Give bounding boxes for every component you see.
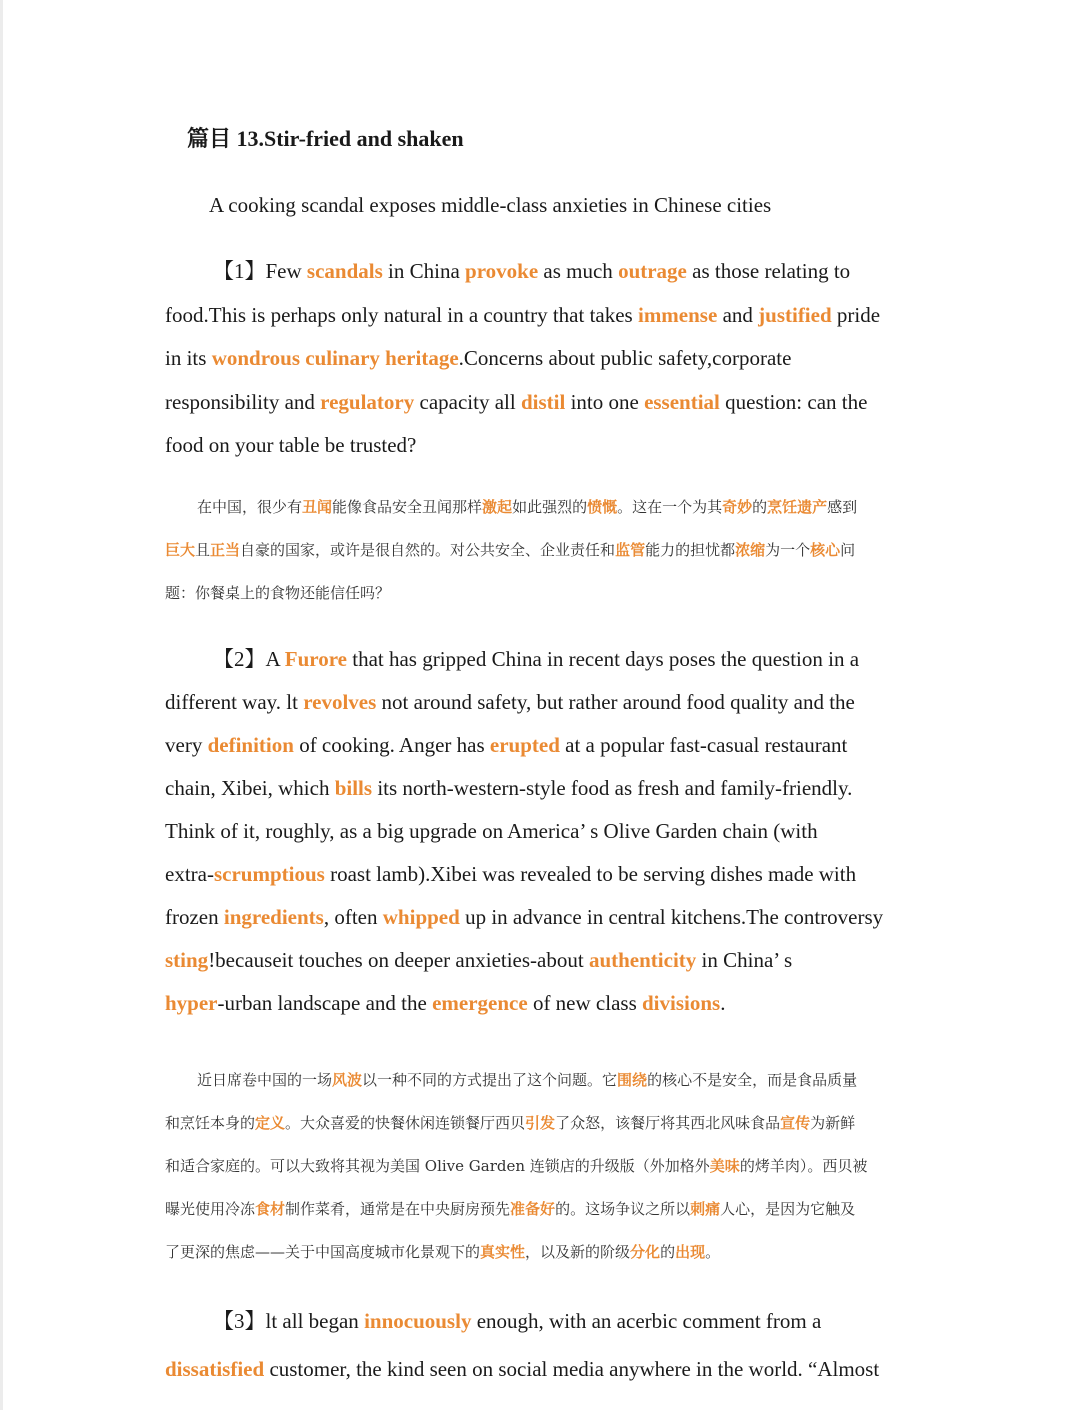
text-line: [165, 638, 925, 681]
text-run: 【1】Few: [213, 259, 307, 283]
text-line: [165, 853, 925, 896]
highlighted-term: scrumptious: [213, 862, 325, 886]
text-run: 的核心不是安全，而是食品质量: [647, 1071, 858, 1089]
text-run: as those relating to: [686, 259, 851, 283]
highlighted-term: hyper: [165, 991, 218, 1015]
text-line: [165, 424, 925, 468]
text-run: 如此强烈的: [512, 498, 588, 516]
text-line: [165, 1297, 925, 1345]
text-run: 感到: [827, 498, 858, 516]
text-run: chain, Xibei, which: [165, 776, 335, 800]
text-line: [165, 1345, 925, 1393]
highlighted-term: 激起: [482, 498, 513, 516]
text-run: frozen: [165, 905, 224, 929]
text-run: of new class: [527, 991, 642, 1015]
highlighted-term: erupted: [489, 733, 560, 757]
text-line: [165, 896, 925, 939]
highlighted-term: 刺痛: [690, 1200, 721, 1218]
paragraph-2-english: [165, 638, 925, 1025]
text-run: 问: [840, 541, 856, 559]
text-line: [165, 1145, 925, 1188]
text-run: food on your table be trusted?: [165, 433, 417, 457]
text-line: [165, 724, 925, 767]
highlighted-term: wondrous culinary heritage: [211, 346, 459, 370]
text-run: 。: [705, 1243, 721, 1261]
text-run: 【2】A: [213, 647, 285, 671]
text-run: responsibility and: [165, 389, 321, 414]
text-run: up in advance in central kitchens.The controversy: [459, 905, 884, 929]
text-run: 和烹饪本身的: [165, 1114, 256, 1132]
text-run: not around safety, but rather around food quality and the: [376, 690, 855, 714]
text-run: of cooking. Anger has: [293, 733, 490, 757]
article-title: 篇目 13.Stir-fried and shaken: [187, 126, 464, 151]
paragraph-3-english: [165, 1297, 925, 1393]
highlighted-term: divisions: [642, 991, 721, 1015]
text-run: roast lamb).Xibei was revealed to be serving dishes made with: [324, 862, 857, 886]
text-run: that has gripped China in recent days poses the question in a: [346, 647, 860, 671]
text-line: [165, 939, 925, 982]
text-run: .: [720, 991, 726, 1015]
text-run: 的。这场争议之所以: [555, 1200, 691, 1218]
text-line: [165, 1188, 925, 1231]
text-run: in China’ s: [696, 948, 793, 972]
highlighted-term: 风波: [332, 1071, 363, 1089]
text-run: 的: [752, 498, 768, 516]
text-run: !becauseit touches on deeper anxieties-about: [208, 948, 589, 972]
highlighted-term: 分化: [630, 1243, 661, 1261]
text-run: food.This is perhaps only natural in a country that takes: [165, 302, 638, 327]
text-run: customer, the kind seen on social media anywhere in the world. “Almost: [264, 1357, 880, 1381]
highlighted-term: scandals: [306, 259, 383, 283]
text-run: , often: [323, 905, 383, 929]
highlighted-term: 围绕: [617, 1071, 648, 1089]
text-run: 在中国，很少有: [197, 498, 303, 516]
highlighted-term: 丑闻: [302, 498, 333, 516]
text-run: 自豪的国家，或许是很自然的。对公共安全、企业责任和: [240, 541, 616, 559]
text-line: [165, 982, 925, 1025]
text-line: [165, 250, 925, 294]
paragraph-2-chinese: [165, 1059, 925, 1274]
paragraph-1-chinese: [165, 486, 925, 615]
highlighted-term: Furore: [284, 647, 347, 671]
text-run: 人心，是因为它触及: [720, 1200, 856, 1218]
text-run: in its: [165, 346, 212, 370]
highlighted-term: 出现: [675, 1243, 706, 1261]
text-line: [165, 1102, 925, 1145]
text-run: at a popular fast-casual restaurant: [559, 733, 848, 757]
highlighted-term: 食材: [255, 1200, 286, 1218]
text-line: [165, 681, 925, 724]
highlighted-term: definition: [207, 733, 294, 757]
article-subtitle: A cooking scandal exposes middle-class anxieties in Chinese cities: [209, 193, 772, 217]
highlighted-term: authenticity: [588, 948, 697, 972]
text-run: pride: [831, 302, 881, 327]
highlighted-term: revolves: [303, 690, 377, 714]
text-run: 为一个: [765, 541, 811, 559]
text-line: [165, 810, 925, 853]
text-line: [165, 1231, 925, 1274]
text-run: 的: [660, 1243, 676, 1261]
text-run: ，以及新的阶级: [525, 1243, 631, 1261]
text-run: -urban landscape and the: [217, 991, 433, 1015]
text-line: [165, 381, 925, 425]
text-run: 曝光使用冷冻: [165, 1200, 256, 1218]
highlighted-term: ingredients: [223, 905, 324, 929]
text-run: in China: [382, 259, 466, 283]
highlighted-term: 烹饪遗产: [767, 498, 828, 516]
highlighted-term: 定义: [255, 1114, 286, 1132]
highlighted-term: 愤慨: [587, 498, 618, 516]
text-line: [165, 294, 925, 338]
highlighted-term: 监管: [615, 541, 646, 559]
text-run: 能力的担忧都: [645, 541, 736, 559]
text-run: extra-: [165, 862, 214, 886]
text-run: .Concerns about public safety,corporate: [458, 346, 792, 370]
highlighted-term: 正当: [210, 541, 241, 559]
highlighted-term: 真实性: [480, 1243, 526, 1261]
highlighted-term: dissatisfied: [165, 1357, 265, 1381]
text-run: 为新鲜: [810, 1114, 856, 1132]
highlighted-term: bills: [334, 776, 373, 800]
text-run: 近日席卷中国的一场: [197, 1071, 333, 1089]
text-line: [165, 486, 925, 529]
highlighted-term: distil: [520, 389, 566, 414]
text-run: 能像食品安全丑闻那样: [332, 498, 483, 516]
text-line: [165, 572, 925, 615]
highlighted-term: justified: [758, 302, 832, 327]
text-run: as much: [538, 259, 619, 283]
text-run: its north-western-style food as fresh and family-friendly.: [372, 776, 853, 800]
text-run: 。这在一个为其: [617, 498, 723, 516]
text-run: 了众怒，该餐厅将其西北风味食品: [555, 1114, 781, 1132]
paragraph-1-english: [165, 250, 925, 468]
page-edge: [0, 0, 3, 1410]
highlighted-term: immense: [637, 302, 718, 327]
highlighted-term: 准备好: [510, 1200, 556, 1218]
text-run: 【3】lt all began: [213, 1309, 365, 1333]
text-run: capacity all: [414, 389, 521, 414]
text-run: 了更深的焦虑——关于中国高度城市化景观下的: [165, 1243, 481, 1261]
text-run: 题：你餐桌上的食物还能信任吗？: [165, 584, 391, 602]
highlighted-term: 巨大: [165, 541, 196, 559]
highlighted-term: 美味: [709, 1157, 740, 1175]
text-run: 和适合家庭的。可以大致将其视为美国 Olive Garden 连锁店的升级版（外加格外: [165, 1157, 710, 1175]
text-run: 。大众喜爱的快餐休闲连锁餐厅西贝: [285, 1114, 526, 1132]
text-run: 且: [195, 541, 211, 559]
highlighted-term: sting: [165, 948, 209, 972]
highlighted-term: provoke: [465, 259, 539, 283]
highlighted-term: 宣传: [780, 1114, 811, 1132]
highlighted-term: 浓缩: [735, 541, 766, 559]
text-run: Think of it, roughly, as a big upgrade on America’ s Olive Garden chain (with: [165, 819, 818, 843]
highlighted-term: essential: [644, 389, 720, 414]
text-line: [165, 337, 925, 381]
highlighted-term: 核心: [810, 541, 841, 559]
highlighted-term: 引发: [525, 1114, 556, 1132]
text-line: [165, 767, 925, 810]
text-run: question: can the: [719, 389, 868, 414]
highlighted-term: emergence: [432, 991, 528, 1015]
text-run: different way. lt: [165, 690, 304, 714]
highlighted-term: regulatory: [320, 389, 415, 414]
text-line: [165, 529, 925, 572]
text-run: 制作菜肴，通常是在中央厨房预先: [285, 1200, 511, 1218]
text-line: [165, 1059, 925, 1102]
highlighted-term: 奇妙: [722, 498, 753, 516]
text-run: 的烤羊肉）。西贝被: [739, 1157, 868, 1175]
text-run: into one: [565, 389, 645, 414]
text-run: enough, with an acerbic comment from a: [471, 1309, 822, 1333]
highlighted-term: whipped: [382, 905, 460, 929]
text-run: and: [717, 302, 759, 327]
text-run: very: [165, 733, 208, 757]
text-run: 以一种不同的方式提出了这个问题。它: [362, 1071, 618, 1089]
highlighted-term: innocuously: [364, 1309, 472, 1333]
highlighted-term: outrage: [618, 259, 687, 283]
